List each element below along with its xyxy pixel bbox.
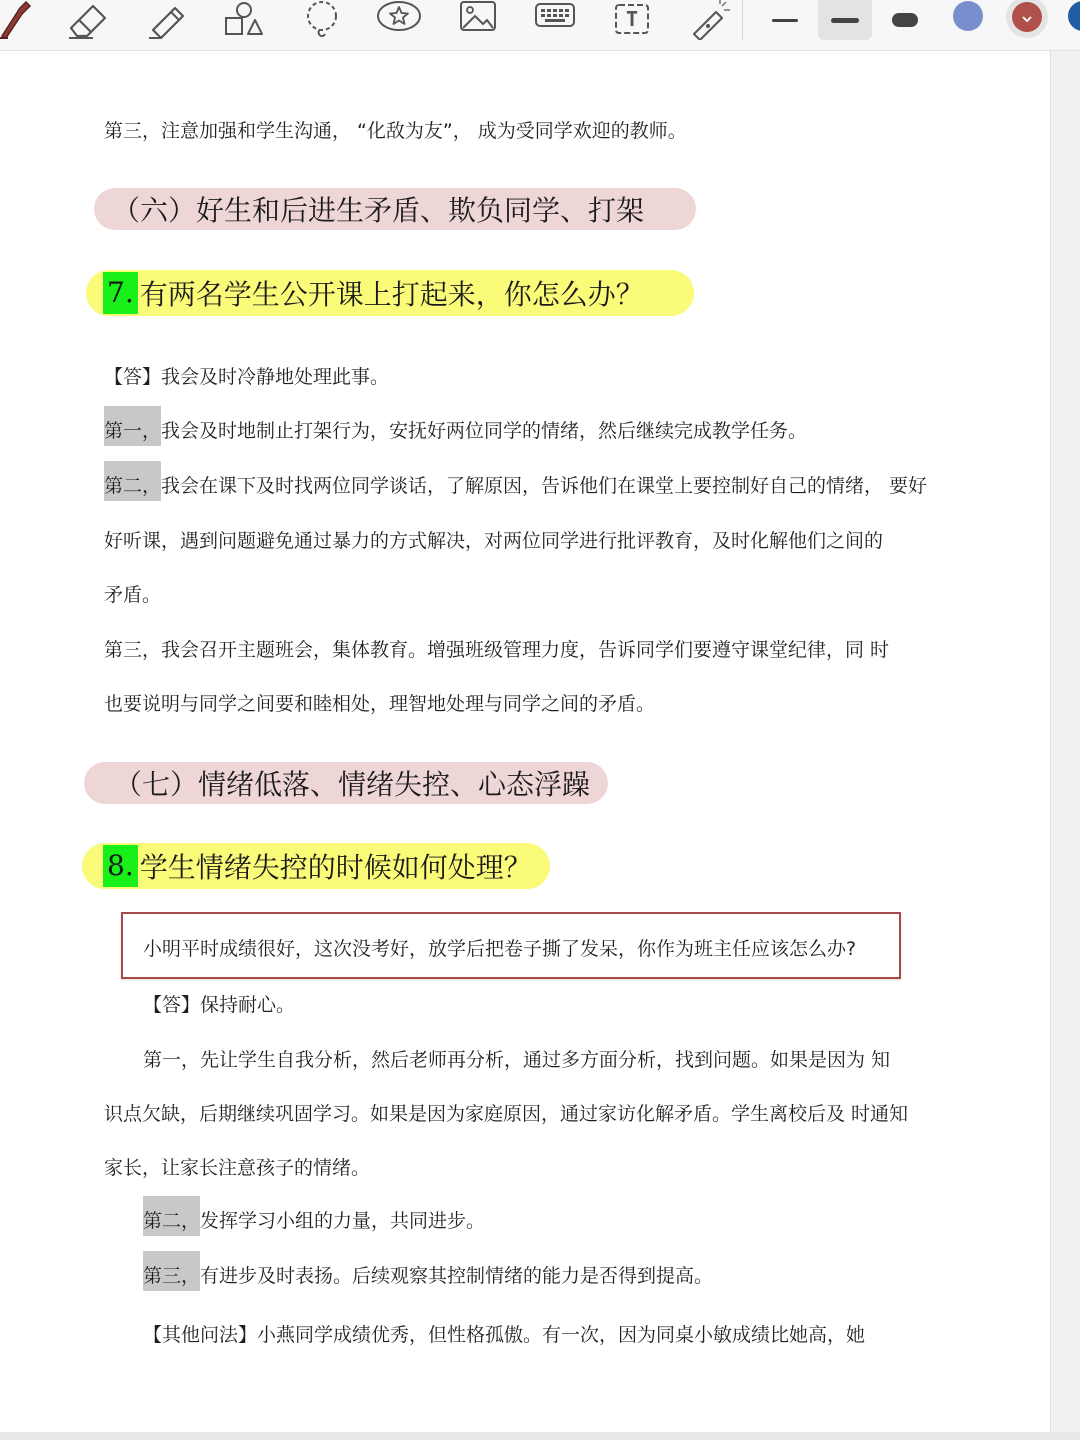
- answer-point-3: 第三，我会召开主题班会，集体教育。增强班级管理力度，告诉同学们要遵守课堂纪律，同 时: [104, 639, 890, 661]
- text-tool-label: T: [625, 7, 639, 31]
- question-text: 学生情绪失控的时候如何处理？: [139, 851, 532, 884]
- keyboard-icon: [528, 0, 582, 40]
- medium-line-icon: [831, 18, 859, 23]
- page-bottom-edge: [0, 1432, 1080, 1440]
- sticker-icon: [372, 0, 426, 40]
- text-box-icon: [612, 3, 652, 37]
- answer-point-1: 第一，先让学生自我分析，然后老师再分析，通过多方面分析，找到问题。如果是因为 知: [143, 1049, 891, 1071]
- answer-point-2: [104, 461, 927, 506]
- keyboard-tool[interactable]: [528, 0, 582, 40]
- answer-point-2: [143, 1196, 485, 1241]
- highlighted-label: 第一，: [104, 406, 161, 446]
- shapes-icon: [218, 0, 268, 40]
- highlighted-label: 第三，: [143, 1251, 200, 1291]
- section-heading-text: （七）情绪低落、情绪失控、心态浮躁: [114, 768, 591, 801]
- answer-point-text: 我会及时地制止打架行为，安抚好两位同学的情绪，然后继续完成教学任务。: [161, 420, 808, 442]
- thin-line-icon: [772, 19, 798, 22]
- question-number: 7.: [103, 272, 138, 314]
- paragraph-line: 也要说明与同学之间要和睦相处，理智地处理与同学之间的矛盾。: [104, 693, 656, 715]
- question-heading-8: [82, 843, 550, 889]
- image-icon: [453, 0, 503, 40]
- highlighted-label: 第二，: [143, 1196, 200, 1236]
- scenario-text: 小明平时成绩很好，这次没考好，放学后把卷子撕了发呆，你作为班主任应该怎么办?: [143, 938, 857, 960]
- question-text: 有两名学生公开课上打起来，你怎么办？: [139, 278, 644, 311]
- marker-icon: [0, 0, 36, 40]
- color-swatch-blue[interactable]: [953, 1, 983, 31]
- text-tool[interactable]: [606, 0, 658, 40]
- sticker-tool[interactable]: [372, 0, 426, 40]
- laser-pointer-icon: [686, 0, 732, 40]
- section-heading-6: [94, 188, 696, 230]
- paragraph-line: 第三，注意加强和学生沟通， “化敌为友”， 成为受同学欢迎的教师。: [104, 120, 687, 142]
- stroke-width-medium-button[interactable]: [818, 0, 872, 40]
- stroke-width-thick-button[interactable]: [880, 0, 930, 40]
- annotation-toolbar: [0, 0, 1080, 51]
- eraser-icon: [63, 0, 113, 40]
- color-swatch-dark-blue[interactable]: [1068, 1, 1080, 31]
- answer-point-3: [143, 1251, 713, 1296]
- color-swatch-red[interactable]: [1012, 2, 1042, 32]
- paragraph-line: 家长，让家长注意孩子的情绪。: [104, 1157, 371, 1179]
- answer-intro: 【答】我会及时冷静地处理此事。: [104, 366, 390, 388]
- answer-intro: 【答】保持耐心。: [143, 994, 296, 1016]
- answer-point-text: 发挥学习小组的力量，共同进步。: [200, 1210, 486, 1232]
- question-heading-7: [86, 270, 694, 316]
- chevron-down-icon: [1021, 8, 1033, 27]
- thick-line-icon: [892, 13, 918, 27]
- shapes-tool[interactable]: [217, 0, 269, 40]
- paragraph-line: 好听课，遇到问题避免通过暴力的方式解决，对两位同学进行批评教育，及时化解他们之间的: [104, 530, 884, 552]
- other-question-line: 【其他问法】小燕同学成绩优秀，但性格孤傲。有一次，因为同桌小敏成绩比她高，她: [143, 1324, 866, 1346]
- stroke-width-thin-button[interactable]: [760, 0, 810, 40]
- answer-point-1: [104, 406, 807, 451]
- laser-tool[interactable]: [684, 0, 734, 40]
- page-scroll-gutter[interactable]: [1050, 51, 1080, 1434]
- paragraph-line: 矛盾。: [104, 584, 162, 606]
- highlighter-tool[interactable]: [140, 0, 192, 40]
- lasso-icon: [297, 0, 347, 40]
- highlighted-label: 第二，: [104, 461, 161, 501]
- eraser-tool[interactable]: [62, 0, 114, 40]
- image-tool[interactable]: [452, 0, 504, 40]
- toolbar-divider: [742, 0, 743, 40]
- color-swatch-selected-ring[interactable]: [1006, 0, 1048, 38]
- section-heading-7: [84, 762, 608, 804]
- answer-point-text: 有进步及时表扬。后续观察其控制情绪的能力是否得到提高。: [200, 1265, 714, 1287]
- paragraph-line: 识点欠缺，后期继续巩固学习。如果是因为家庭原因，通过家访化解矛盾。学生离校后及 时通知: [104, 1103, 909, 1125]
- answer-point-text: 我会在课下及时找两位同学谈话，了解原因，告诉他们在课堂上要控制好自己的情绪， 要好: [161, 475, 928, 497]
- highlighter-icon: [141, 0, 191, 40]
- marker-tool[interactable]: [0, 0, 36, 40]
- lasso-tool[interactable]: [296, 0, 348, 40]
- section-heading-text: （六）好生和后进生矛盾、欺负同学、打架: [112, 194, 645, 227]
- question-number: 8.: [103, 845, 138, 887]
